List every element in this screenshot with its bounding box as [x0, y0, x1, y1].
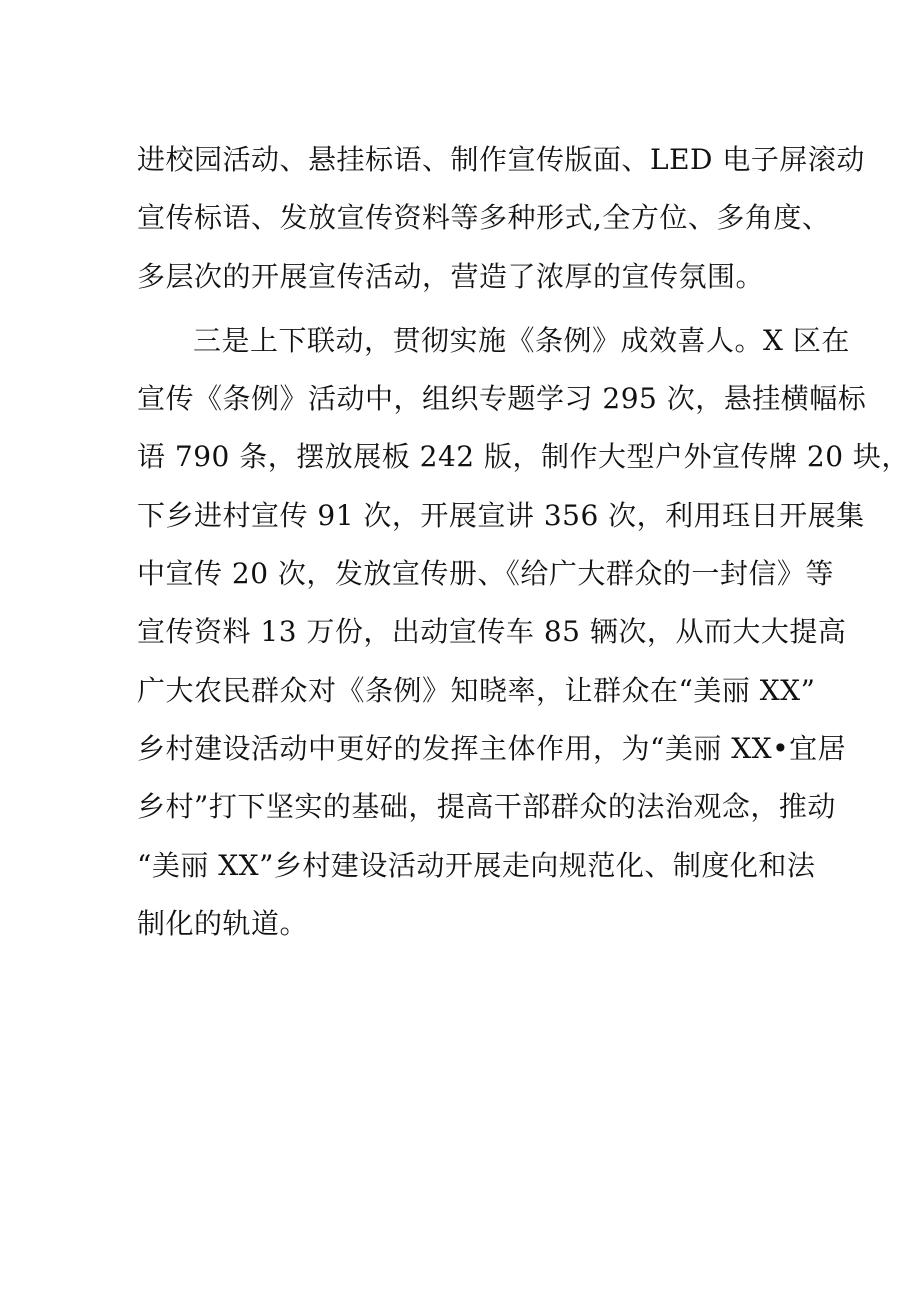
- paragraph-line: 广大农民群众对《条例》知晓率，让群众在“美丽 XX”: [137, 673, 816, 707]
- paragraph-2: [137, 312, 910, 953]
- paragraph-line: 制化的轨道。: [137, 906, 309, 940]
- document-body: [137, 131, 910, 953]
- paragraph-line: 语 790 条，摆放展板 242 版，制作大型户外宣传牌 20 块，: [137, 440, 910, 474]
- paragraph-line: 乡村建设活动中更好的发挥主体作用，为“美丽 XX•宜居: [137, 731, 847, 765]
- paragraph-1: [137, 131, 865, 306]
- paragraph-line: 宣传资料 13 万份，出动宣传车 85 辆次，从而大大提高: [137, 615, 847, 649]
- paragraph-line: 中宣传 20 次，发放宣传册、《给广大群众的一封信》等: [137, 557, 834, 591]
- paragraph-line: 多层次的开展宣传活动，营造了浓厚的宣传氛围。: [137, 259, 765, 293]
- paragraph-line: 宣传标语、发放宣传资料等多种形式,全方位、多角度、: [137, 201, 831, 235]
- paragraph-line: 三是上下联动，贯彻实施《条例》成效喜人。X 区在: [193, 323, 850, 357]
- paragraph-line: 进校园活动、悬挂标语、制作宣传版面、LED 电子屏滚动: [137, 143, 865, 176]
- paragraph-line: “美丽 XX”乡村建设活动开展走向规范化、制度化和法: [137, 848, 816, 882]
- paragraph-line: 乡村”打下坚实的基础，提高干部群众的法治观念，推动: [137, 790, 836, 824]
- paragraph-line: 下乡进村宣传 91 次，开展宣讲 356 次，利用珏日开展集: [137, 498, 865, 532]
- paragraph-line: 宣传《条例》活动中，组织专题学习 295 次，悬挂横幅标: [137, 382, 867, 416]
